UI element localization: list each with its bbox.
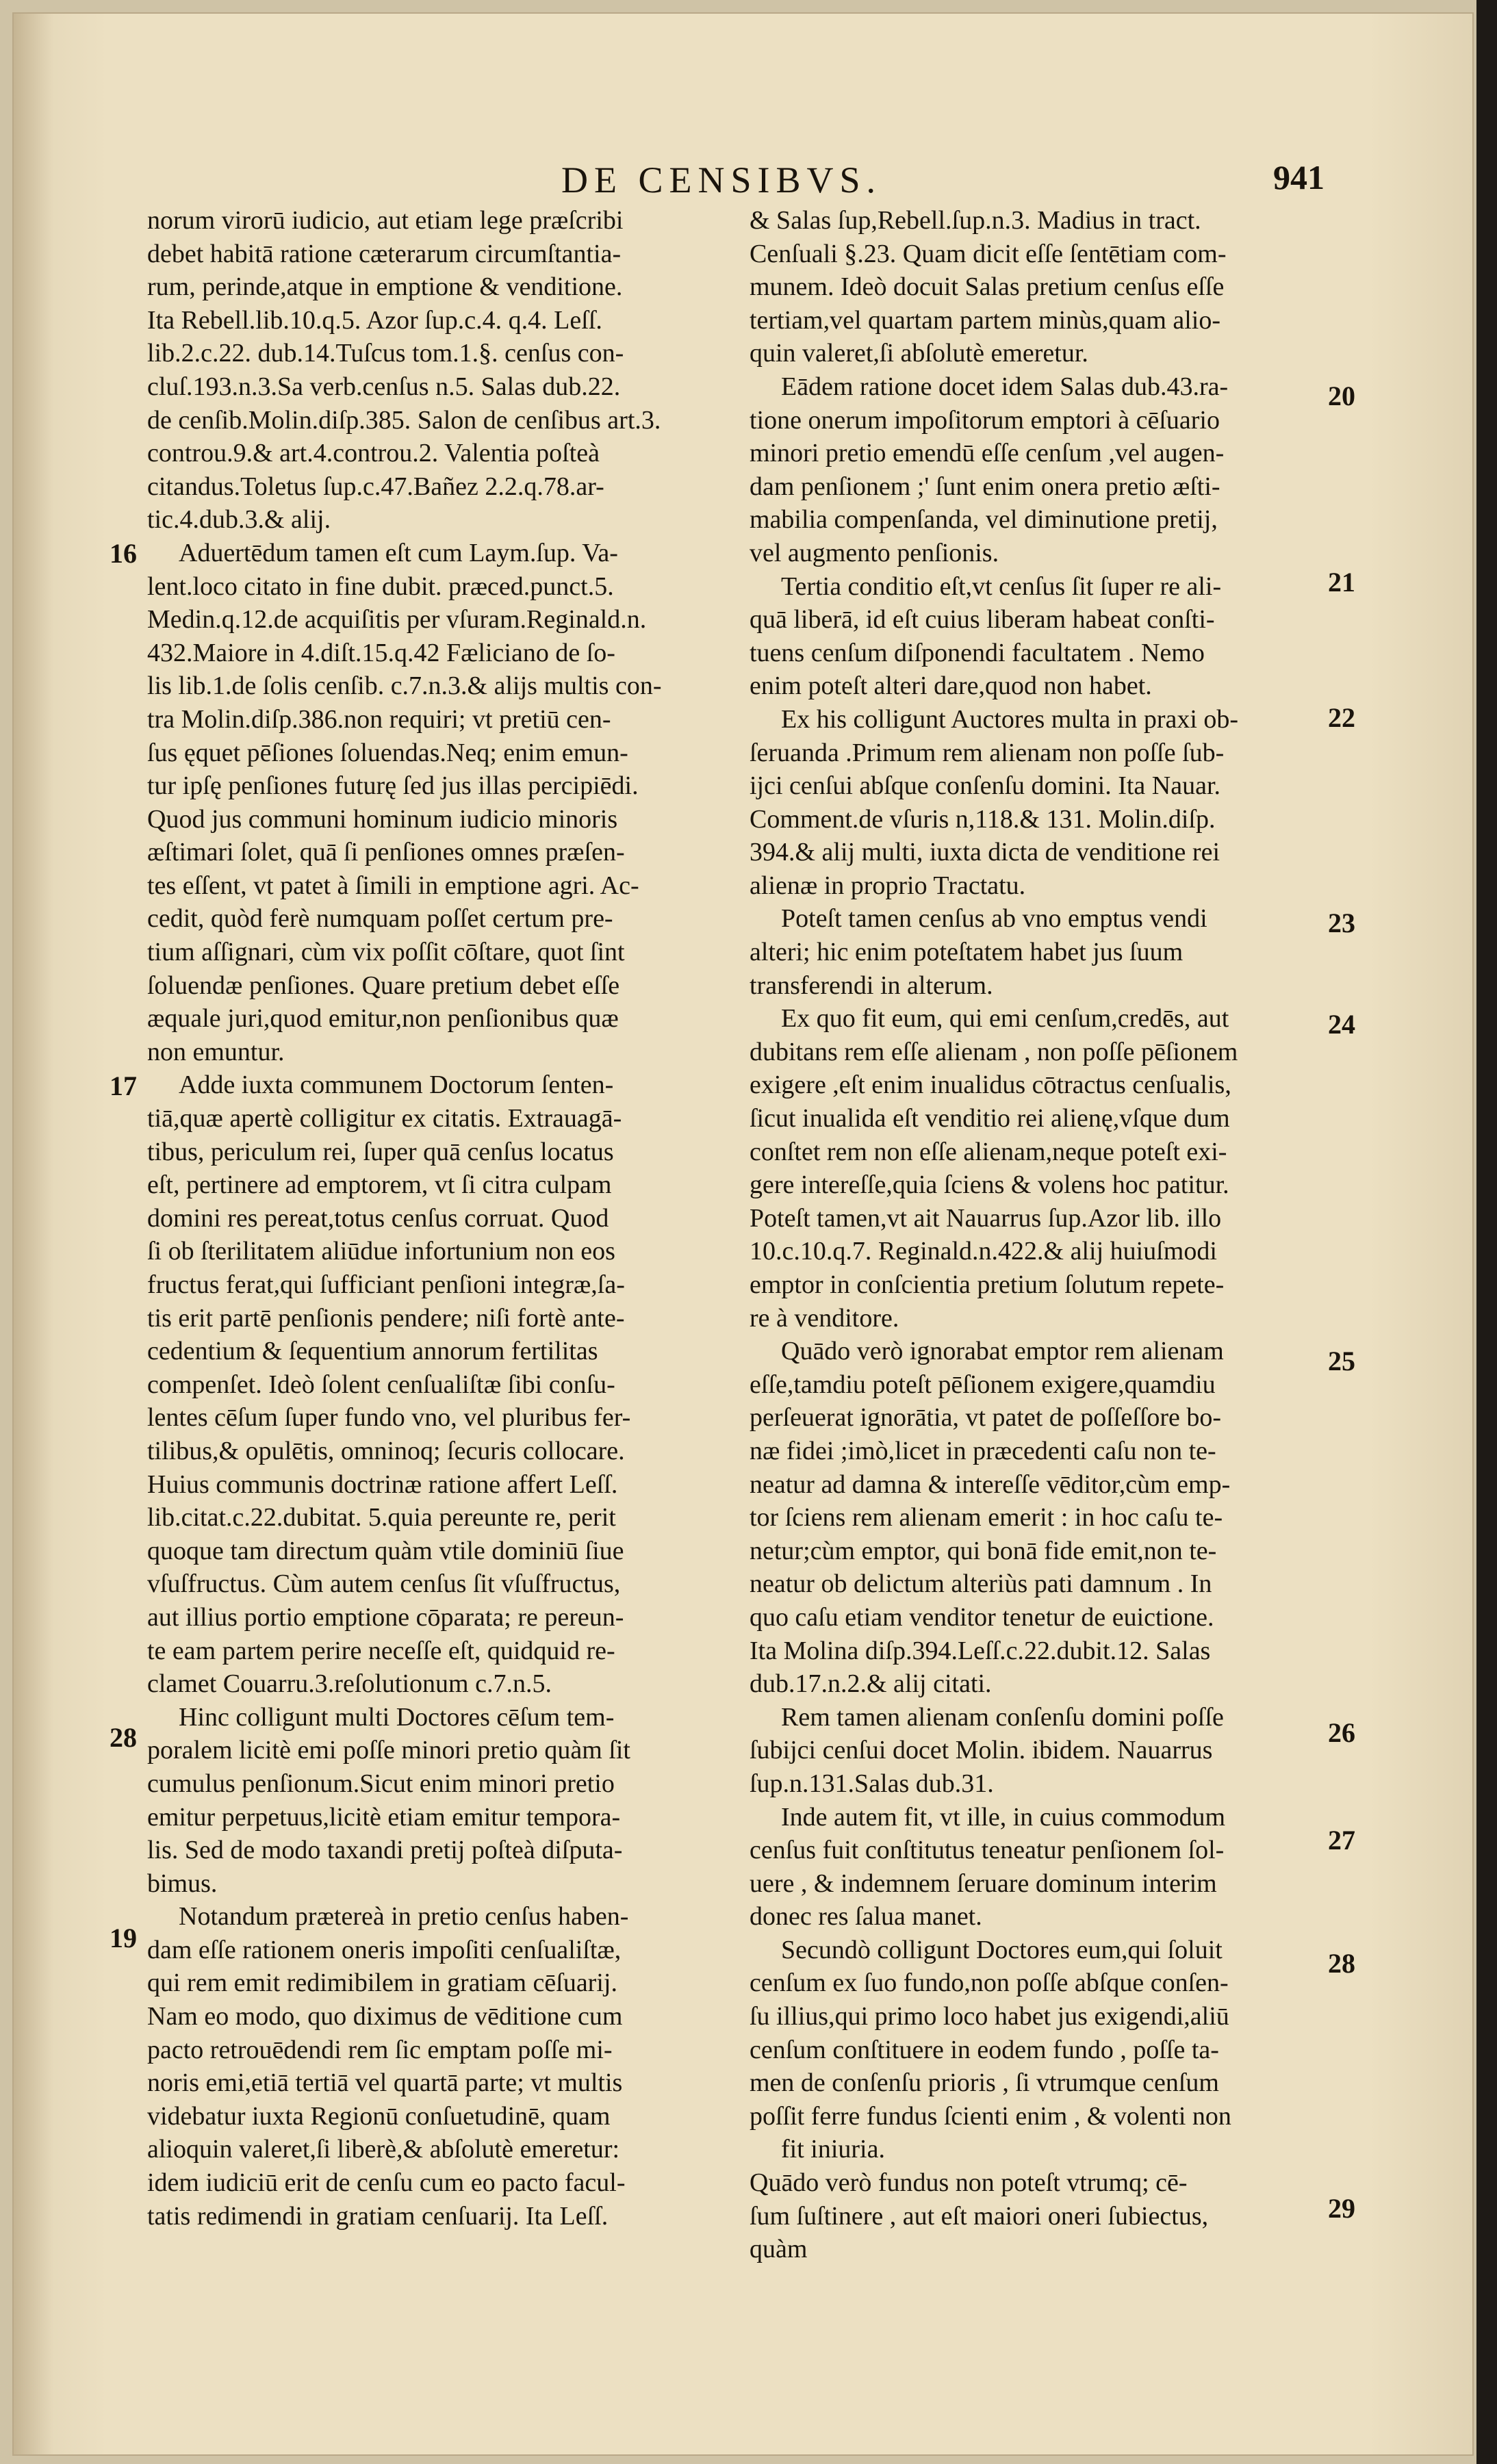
text-line: æſtimari ſolet, quā ſi penſiones omnes præſen- [147, 838, 625, 867]
text-line: ſoluendæ penſiones. Quare pretium debet eſſe [147, 971, 620, 1000]
text-line: Ex his colligunt Auctores multa in praxi ob- [781, 704, 1239, 734]
marginal-number: 22 [1328, 702, 1355, 733]
text-line: cedit, quòd ferè numquam poſſet certum pre- [147, 904, 613, 934]
text-line: poralem licitè emi poſſe minori pretio quàm ſit [147, 1736, 630, 1765]
text-line: de cenſib.Molin.diſp.385. Salon de cenſibus art.3. [147, 405, 661, 435]
text-line: æquale juri,quod emitur,non penſionibus quæ [147, 1004, 619, 1034]
text-line: Inde autem fit, vt ille, in cuius commodum [781, 1802, 1226, 1832]
text-line: domini res pereat,totus cenſus corruat. Quod [147, 1203, 609, 1233]
text-line: ijci cenſui abſque conſenſu domini. Ita Nauar. [750, 771, 1221, 801]
text-line: uere , & indemnem ſeruare dominum interim [750, 1869, 1217, 1898]
text-line: mabilia compenſanda, vel diminutione pretij, [750, 505, 1218, 535]
text-line: vel augmento penſionis. [750, 538, 999, 567]
text-line: tis erit partē penſionis pendere; niſi fortè ante- [147, 1303, 625, 1333]
text-line: Aduertēdum tamen eſt cum Laym.ſup. Va- [179, 538, 618, 567]
text-line: ſicut inualida eſt venditio rei alienę,vſque dum [750, 1104, 1230, 1133]
text-line: tes eſſent, vt patet à ſimili in emptione agri. Ac- [147, 871, 639, 900]
text-line: compenſet. Ideò ſolent cenſualiſtæ ſibi conſu- [147, 1370, 615, 1399]
text-line: pacto retrouēdendi rem ſic emptam poſſe mi- [147, 2035, 613, 2064]
text-line: idem iudiciū erit de cenſu cum eo pacto facul- [147, 2168, 626, 2198]
text-line: Ita Rebell.lib.10.q.5. Azor ſup.c.4. q.4. Leſſ. [147, 305, 602, 335]
text-line: cenſus fuit conſtitutus teneatur penſionem ſol- [750, 1836, 1225, 1865]
text-line: transferendi in alterum. [750, 971, 993, 1000]
text-line: ſubijci cenſui docet Molin. ibidem. Nauarrus [750, 1736, 1213, 1765]
text-line: 394.& alij multi, iuxta dicta de venditione rei [750, 838, 1220, 867]
text-line: quā liberā, id eſt cuius liberam habeat conſti- [750, 605, 1215, 634]
text-line: neatur ob delictum alteriùs pati damnum . In [750, 1569, 1212, 1599]
text-line: poſſit ferre fundus ſcienti enim , & volenti non [750, 2101, 1231, 2131]
text-line: te eam partem perire neceſſe eſt, quidquid re- [147, 1636, 615, 1665]
marginal-number: 21 [1328, 567, 1355, 598]
text-line: quo caſu etiam venditor tenetur de euictione. [750, 1602, 1214, 1632]
text-line: quoque tam directum quàm vtile dominiū ſiue [147, 1536, 624, 1565]
text-line: cluſ.193.n.3.Sa verb.cenſus n.5. Salas dub.22. [147, 372, 621, 401]
text-line: alteri; hic enim poteſtatem habet jus ſuum [750, 938, 1183, 967]
text-line: 432.Maiore in 4.diſt.15.q.42 Fæliciano de ſo- [147, 638, 615, 667]
marginal-number: 20 [1328, 381, 1355, 411]
text-line: fructus ferat,qui ſufficiant penſioni integræ,ſa- [147, 1270, 625, 1299]
text-line: tertiam,vel quartam partem minùs,quam alio- [750, 305, 1221, 335]
text-line: exigere ,eſt enim inualidus cōtractus cenſualis, [750, 1070, 1231, 1100]
text-line: Comment.de vſuris n,118.& 131. Molin.diſp. [750, 804, 1216, 834]
running-title: DE CENSIBVS. [561, 159, 882, 201]
text-line: bimus. [147, 1869, 218, 1898]
text-line: tione onerum impoſitorum emptori à cēſuario [750, 405, 1220, 435]
marginal-number: 29 [1328, 2193, 1355, 2224]
text-line: tiā,quæ apertè colligitur ex citatis. Extrauagā- [147, 1104, 622, 1133]
text-line: ſus ęquet pēſiones ſoluendas.Neq; enim emun- [147, 738, 628, 767]
scan-edge [1476, 0, 1497, 2464]
text-line: gere intereſſe,quia ſciens & volens hoc patitur. [750, 1170, 1229, 1200]
text-line: dub.17.n.2.& alij citati. [750, 1669, 992, 1699]
text-line: 10.c.10.q.7. Reginald.n.422.& alij huiuſmodi [750, 1237, 1217, 1266]
text-line: aut illius portio emptione cōparata; re pereun- [147, 1602, 624, 1632]
text-line: ſum ſuſtinere , aut eſt maiori oneri ſubiectus, [750, 2201, 1209, 2231]
text-line: Ex quo fit eum, qui emi cenſum,credēs, aut [781, 1004, 1229, 1034]
text-line: næ fidei ;imò,licet in præcedenti caſu non te- [750, 1436, 1216, 1465]
text-line: ſeruanda .Primum rem alienam non poſſe ſub- [750, 738, 1225, 767]
text-line: emitur perpetuus,licitè etiam emitur tempora- [147, 1802, 621, 1832]
text-line: clamet Couarru.3.reſolutionum c.7.n.5. [147, 1669, 552, 1699]
text-line: tilibus,& opulētis, omninoq; ſecuris collocare. [147, 1436, 625, 1465]
text-line: Adde iuxta communem Doctorum ſenten- [179, 1070, 614, 1100]
text-line: vſuſfructus. Cùm autem cenſus ſit vſuſfructus, [147, 1569, 621, 1599]
text-line: tuens cenſum diſponendi facultatem . Nemo [750, 638, 1205, 667]
text-line: ſi ob ſterilitatem aliūdue infortunium non eos [147, 1237, 615, 1266]
text-line: Huius communis doctrinæ ratione affert Leſſ. [147, 1470, 618, 1499]
text-line: cenſum conſtituere in eodem fundo , poſſe ta- [750, 2035, 1219, 2064]
text-line: minori pretio emendū eſſe cenſum ,vel augen- [750, 439, 1225, 468]
text-line: eſſe,tamdiu poteſt pēſionem exigere,quamdiu [750, 1370, 1216, 1399]
marginal-number: 28 [110, 1722, 137, 1753]
text-line: conſtet rem non eſſe alienam,neque poteſt exi- [750, 1137, 1227, 1166]
marginal-number: 25 [1328, 1346, 1355, 1376]
text-line: tur ipſę penſiones futurę ſed jus illas percipiēdi. [147, 771, 639, 801]
text-line: men de conſenſu prioris , ſi vtrumque cenſum [750, 2068, 1219, 2098]
text-line: dam penſionem ;' ſunt enim onera pretio æſti- [750, 472, 1220, 501]
page-number: 941 [1273, 158, 1325, 196]
text-line: cenſum ex ſuo fundo,non poſſe abſque conſen- [750, 1968, 1229, 1998]
text-line: fit iniuria. [781, 2135, 885, 2164]
text-line: quin valeret,ſi abſolutè emeretur. [750, 339, 1088, 368]
text-line: neatur ad damna & intereſſe vēditor,cùm emp- [750, 1470, 1231, 1499]
text-line: tium aſſignari, cùm vix poſſit cōſtare, quot ſint [147, 938, 625, 967]
text-line: enim poteſt alteri dare,quod non habet. [750, 671, 1152, 701]
text-line: Rem tamen alienam conſenſu domini poſſe [781, 1702, 1224, 1732]
text-line: emptor in conſcientia pretium ſolutum repete- [750, 1270, 1225, 1299]
text-line: eſt, pertinere ad emptorem, vt ſi citra culpam [147, 1170, 612, 1200]
text-line: dam eſſe rationem oneris impoſiti cenſualiſtæ, [147, 1935, 622, 1964]
left-column [147, 204, 722, 2233]
marginal-number: 27 [1328, 1825, 1355, 1856]
text-line: tor ſciens rem alienam emerit : in hoc caſu te- [750, 1503, 1223, 1532]
text-line: Nam eo modo, quo diximus de vēditione cum [147, 2002, 623, 2031]
text-line: perſeuerat ignorātia, vt patet de poſſeſſore bo- [750, 1403, 1221, 1433]
text-line: tatis redimendi in gratiam cenſuarij. Ita Leſſ. [147, 2201, 609, 2231]
text-line: lib.2.c.22. dub.14.Tuſcus tom.1.§. cenſus con- [147, 339, 624, 368]
text-line: Tertia conditio eſt,vt cenſus ſit ſuper re ali- [781, 572, 1222, 601]
text-line: cedentium & ſequentium annorum fertilitas [147, 1337, 598, 1366]
text-line: lentes cēſum ſuper fundo vno, vel pluribus fer- [147, 1403, 631, 1433]
text-line: quàm [750, 2235, 808, 2264]
text-line: Notandum prætereà in pretio cenſus haben- [179, 1902, 629, 1932]
text-line: controu.9.& art.4.controu.2. Valentia poſteà [147, 439, 600, 468]
text-line: lent.loco citato in fine dubit. præced.punct.5. [147, 572, 614, 601]
text-line: videbatur iuxta Regionū conſuetudinē, quam [147, 2101, 611, 2131]
text-line: munem. Ideò docuit Salas pretium cenſus eſſe [750, 272, 1225, 302]
text-line: Ita Molina diſp.394.Leſſ.c.22.dubit.12. Salas [750, 1636, 1211, 1665]
text-line: alienæ in proprio Tractatu. [750, 871, 1026, 900]
text-line: Medin.q.12.de acquiſitis per vſuram.Reginald.n. [147, 605, 647, 634]
text-line: Poteſt tamen,vt ait Nauarrus ſup.Azor lib. illo [750, 1203, 1222, 1233]
text-line: & Salas ſup,Rebell.ſup.n.3. Madius in tract. [750, 206, 1201, 235]
marginal-number: 16 [110, 538, 137, 569]
marginal-number: 19 [110, 1923, 137, 1953]
text-line: alioquin valeret,ſi liberè,& abſolutè emeretur: [147, 2135, 620, 2164]
text-line: Quādo verò ignorabat emptor rem alienam [781, 1337, 1224, 1366]
text-line: lis. Sed de modo taxandi pretij poſteà diſputa- [147, 1836, 623, 1865]
marginal-number: 28 [1328, 1948, 1355, 1979]
text-line: Cenſuali §.23. Quam dicit eſſe ſentētiam com- [750, 239, 1227, 268]
text-line: Eādem ratione docet idem Salas dub.43.ra- [781, 372, 1229, 401]
right-column [750, 204, 1326, 2266]
marginal-number: 17 [110, 1070, 137, 1101]
text-line: re à venditore. [750, 1303, 899, 1333]
text-line: tra Molin.diſp.386.non requiri; vt pretiū cen- [147, 704, 611, 734]
text-line: dubitans rem eſſe alienam , non poſſe pēſionem [750, 1037, 1238, 1066]
text-line: ſup.n.131.Salas dub.31. [750, 1769, 994, 1798]
text-line: debet habitā ratione cæterarum circumſtantia- [147, 239, 622, 268]
text-line: qui rem emit redimibilem in gratiam cēſuarij. [147, 1968, 617, 1998]
text-line: citandus.Toletus ſup.c.47.Bañez 2.2.q.78.ar- [147, 472, 604, 501]
text-line: tic.4.dub.3.& alij. [147, 505, 331, 535]
text-line: tibus, periculum rei, ſuper quā cenſus locatus [147, 1137, 614, 1166]
text-line: Poteſt tamen cenſus ab vno emptus vendi [781, 904, 1207, 934]
text-line: ſu illius,qui primo loco habet jus exigendi,aliū [750, 2002, 1229, 2031]
text-line: netur;cùm emptor, qui bonā fide emit,non te- [750, 1536, 1217, 1565]
text-line: Quādo verò fundus non poteſt vtrumq; cē- [750, 2168, 1188, 2198]
marginal-number: 23 [1328, 908, 1355, 938]
marginal-number: 26 [1328, 1717, 1355, 1748]
text-line: donec res ſalua manet. [750, 1902, 982, 1932]
text-line: norum virorū iudicio, aut etiam lege præſcribi [147, 206, 624, 235]
text-line: cumulus penſionum.Sicut enim minori pretio [147, 1769, 615, 1798]
text-line: rum, perinde,atque in emptione & venditione. [147, 272, 623, 302]
text-line: Quod jus communi hominum iudicio minoris [147, 804, 618, 834]
text-line: Secundò colligunt Doctores eum,qui ſoluit [781, 1935, 1223, 1964]
text-line: lib.citat.c.22.dubitat. 5.quia pereunte re, perit [147, 1503, 616, 1532]
text-line: Hinc colligunt multi Doctores cēſum tem- [179, 1702, 615, 1732]
text-line: non emuntur. [147, 1037, 285, 1066]
text-line: lis lib.1.de ſolis cenſib. c.7.n.3.& alijs multis con- [147, 671, 662, 701]
text-line: noris emi,etiā tertiā vel quartā parte; vt multis [147, 2068, 623, 2098]
marginal-number: 24 [1328, 1009, 1355, 1040]
